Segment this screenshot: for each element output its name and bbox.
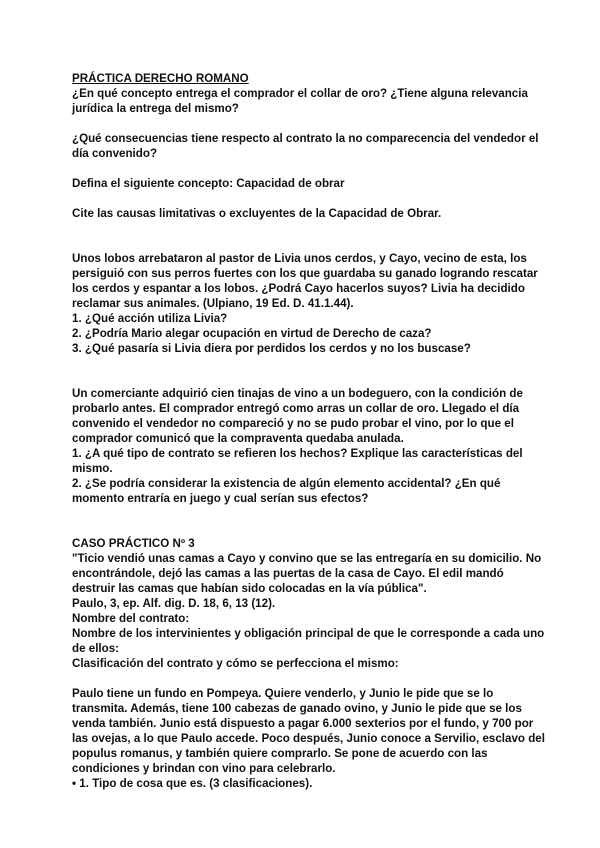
text-line: jurídica la entrega del mismo? — [72, 102, 239, 115]
text-line: 1. ¿Qué acción utiliza Livia? — [72, 312, 228, 325]
text-line: populus romanus, y también quiere comprarlo. Se pone de acuerdo con las — [72, 747, 488, 760]
text-line: 3. ¿Qué pasaría si Livia diera por perdidos los cerdos y no los buscase? — [72, 342, 471, 355]
text-line: "Ticio vendió unas camas a Cayo y convino que se las entregaría en su domicilio. No — [72, 552, 542, 565]
text-line: probarlo antes. El comprador entregó como arras un collar de oro. Llegado el día — [72, 402, 520, 415]
text-line: Paulo, 3, ep. Alf. dig. D. 18, 6, 13 (12). — [72, 597, 276, 610]
text-line: reclamar sus animales. (Ulpiano, 19 Ed. D. 41.1.44). — [72, 297, 354, 310]
case-2 — [72, 386, 532, 506]
text-line: día convenido? — [72, 147, 158, 160]
text-line: • 1. Tipo de cosa que es. (3 clasificaciones). — [72, 777, 313, 790]
text-line: comprador comunicó que la compraventa quedaba anulada. — [72, 432, 404, 445]
text-line: persiguió con sus perros fuertes con los que guardaba su ganado logrando rescatar — [72, 267, 538, 280]
document-title: PRÁCTICA DERECHO ROMANO — [72, 72, 249, 85]
text-line: destruir las camas que habían sido colocadas en la vía pública". — [72, 582, 427, 595]
text-line: mismo. — [72, 462, 113, 475]
text-line: Nombre de los intervinientes y obligación principal de que le corresponde a cada uno — [72, 627, 545, 640]
question-3: Defina el siguiente concepto: Capacidad de obrar — [72, 177, 345, 190]
document-page — [72, 71, 545, 791]
text-line: de ellos: — [72, 642, 120, 655]
case-3-title: CASO PRÁCTICO Nº 3 — [72, 537, 195, 550]
text-line: 2. ¿Se podría considerar la existencia de algún elemento accidental? ¿En qué — [72, 477, 501, 490]
text-line: Nombre del contrato: — [72, 612, 190, 625]
text-line: Un comerciante adquirió cien tinajas de vino a un bodeguero, con la condición de — [72, 387, 523, 400]
text-line: Clasificación del contrato y cómo se perfecciona el mismo: — [72, 657, 399, 670]
text-line: ¿En qué concepto entrega el comprador el collar de oro? ¿Tiene alguna relevancia — [72, 87, 528, 100]
text-line: Paulo tiene un fundo en Pompeya. Quiere venderlo, y Junio le pide que se lo — [72, 687, 494, 700]
text-line: venda también. Junio está dispuesto a pagar 6.000 sexterios por el fundo, y 700 por — [72, 717, 534, 730]
text-line: las ovejas, a lo que Paulo accede. Poco después, Junio conoce a Servilio, esclavo del — [72, 732, 545, 745]
question-4: Cite las causas limitativas o excluyentes de la Capacidad de Obrar. — [72, 207, 442, 220]
text-line: transmita. Además, tiene 100 cabezas de ganado ovino, y Junio le pide que se los — [72, 702, 522, 715]
text-line: encontrándole, dejó las camas a las puertas de la casa de Cayo. El edil mandó — [72, 567, 504, 580]
question-2 — [72, 131, 539, 161]
text-line: convenido el vendedor no compareció y no se pudo probar el vino, por lo que el — [72, 417, 514, 430]
case-1 — [72, 251, 538, 356]
text-line: condiciones y brindan con vino para celebrarlo. — [72, 762, 336, 775]
case-3 — [72, 551, 545, 671]
text-line: ¿Qué consecuencias tiene respecto al contrato la no comparecencia del vendedor el — [72, 132, 539, 145]
text-line: 2. ¿Podría Mario alegar ocupación en virtud de Derecho de caza? — [72, 327, 432, 340]
text-line: momento entraría en juego y cual serían sus efectos? — [72, 492, 369, 505]
case-4 — [72, 686, 545, 791]
text-line: Unos lobos arrebataron al pastor de Livia unos cerdos, y Cayo, vecino de esta, los — [72, 252, 527, 265]
question-1 — [72, 86, 532, 116]
text-line: los cerdos y espantar a los lobos. ¿Podrá Cayo hacerlos suyos? Livia ha decidido — [72, 282, 525, 295]
text-line: 1. ¿A qué tipo de contrato se refieren los hechos? Explique las características del — [72, 447, 523, 460]
